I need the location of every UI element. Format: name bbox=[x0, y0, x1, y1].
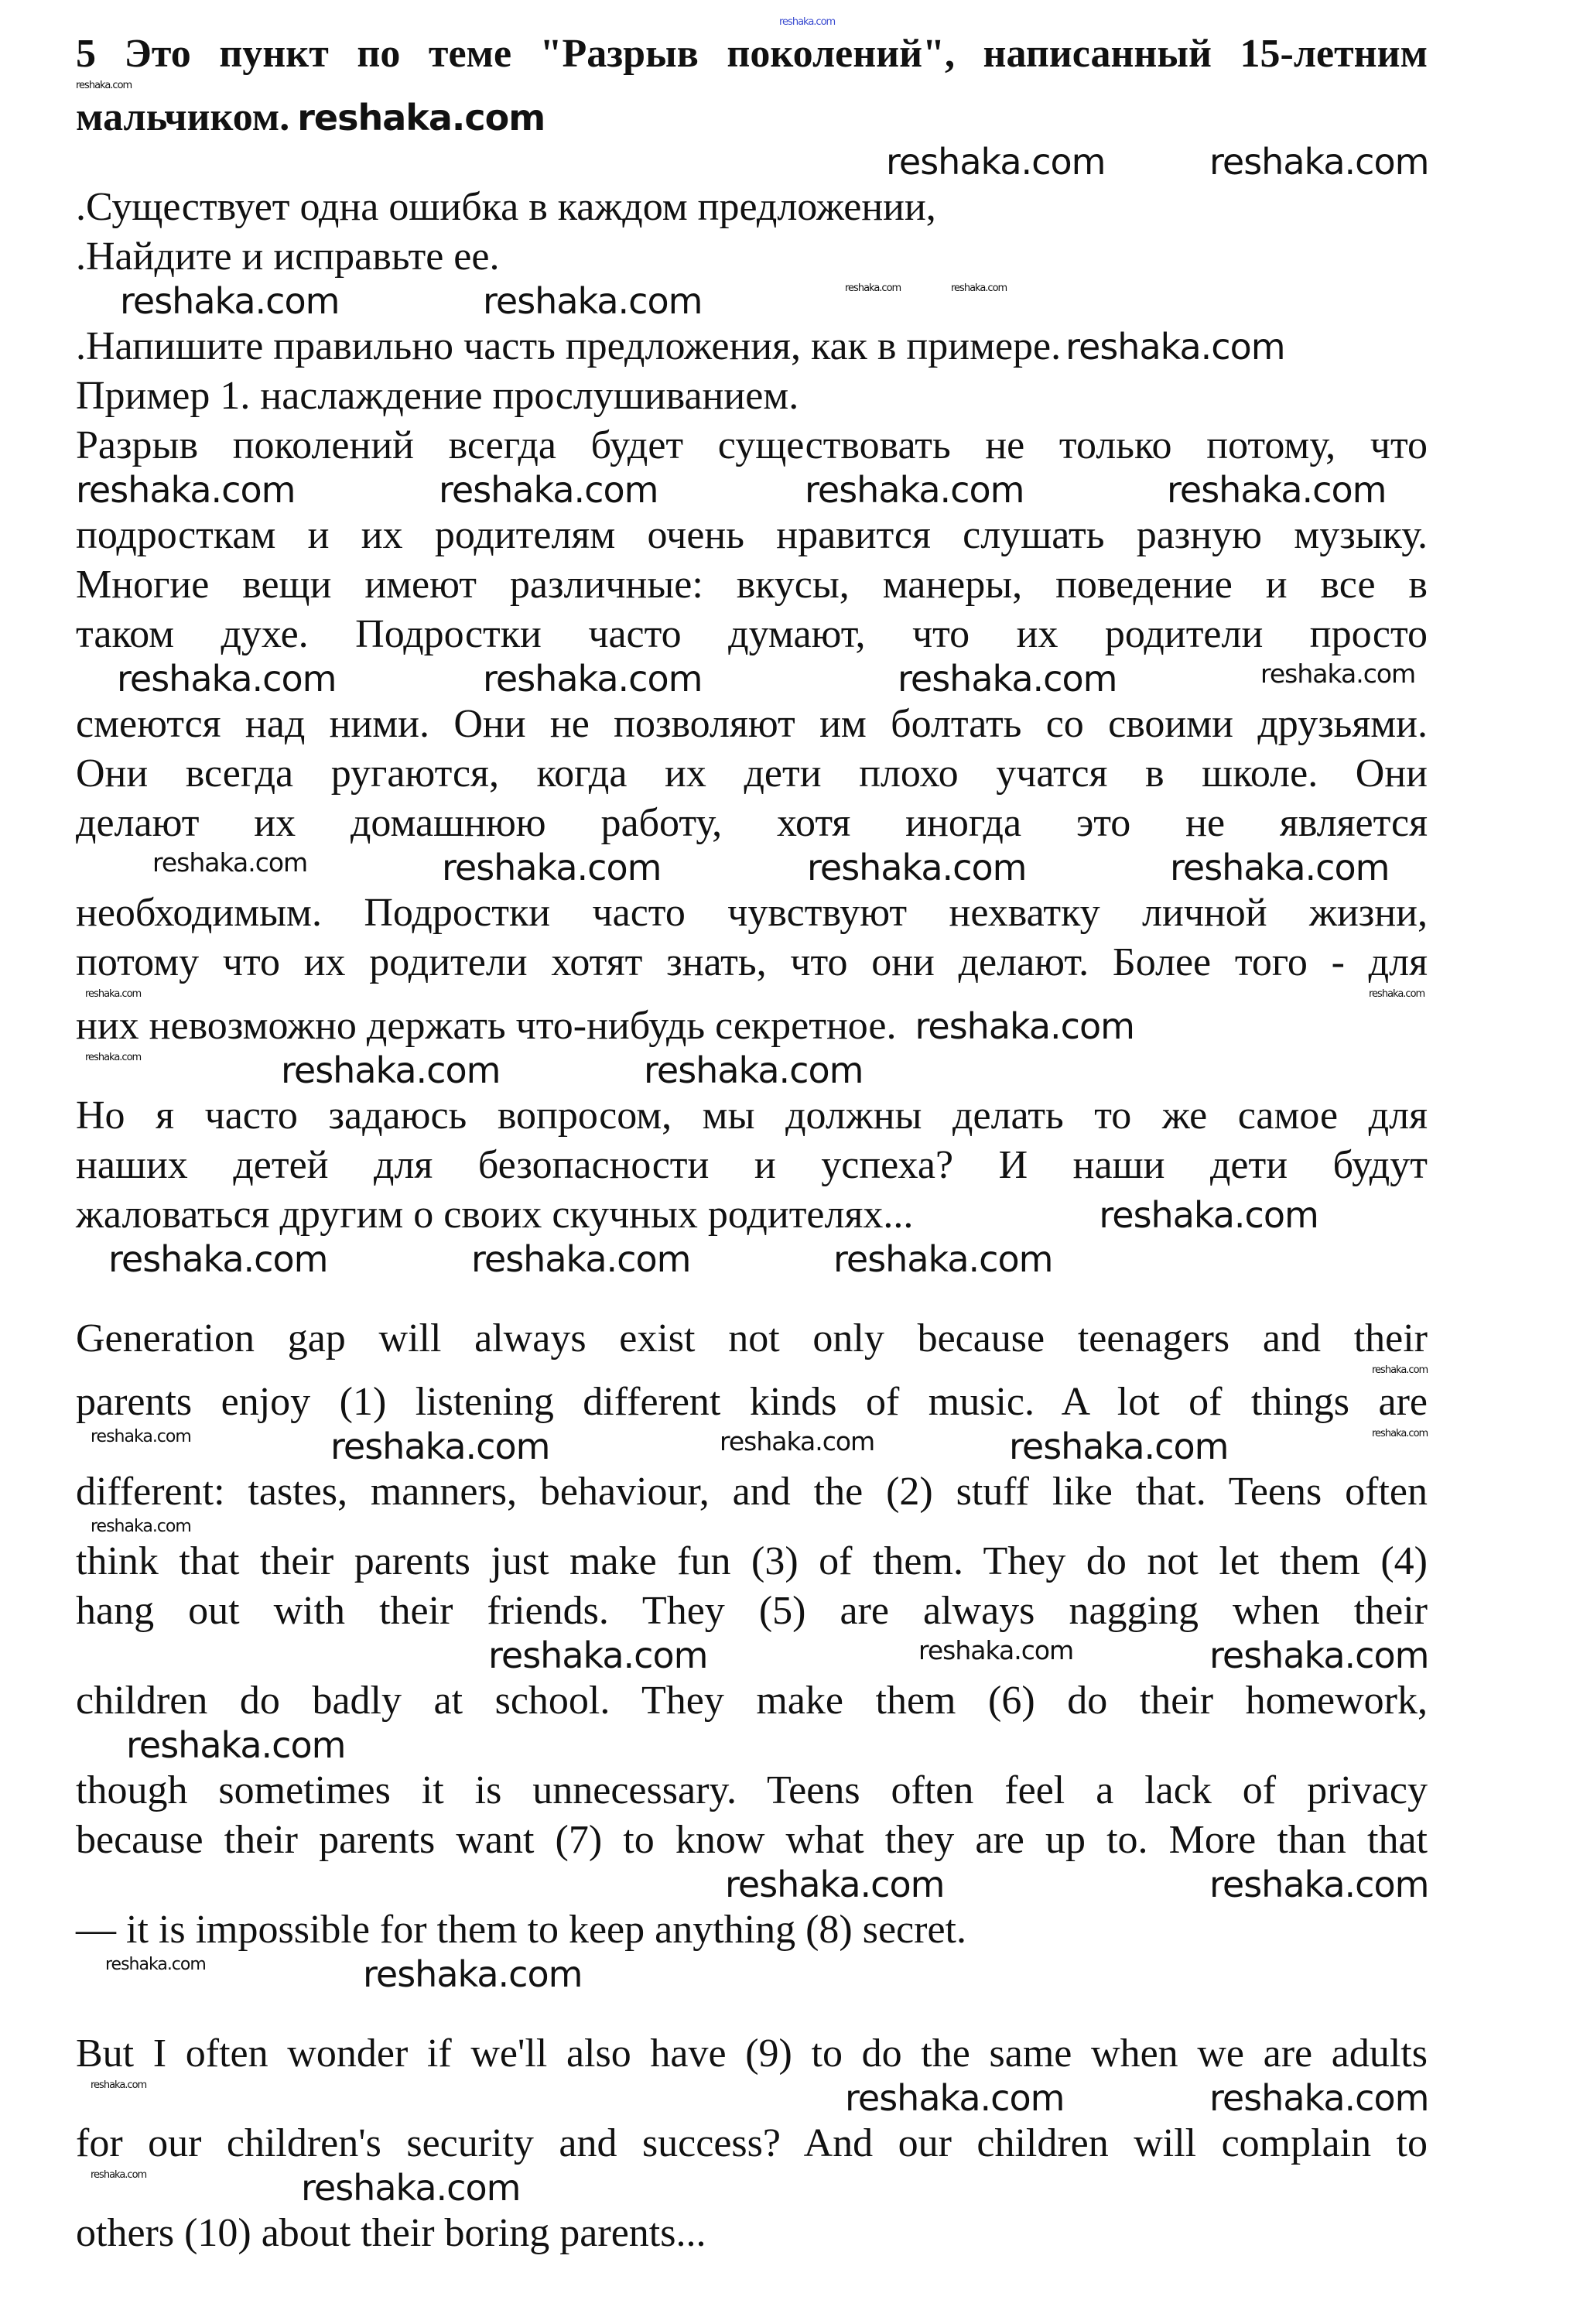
title-line bbox=[76, 93, 1428, 142]
watermark: reshaka.com bbox=[483, 280, 703, 322]
watermark: reshaka.com bbox=[281, 1049, 501, 1091]
watermark: reshaka.com bbox=[120, 280, 340, 322]
title-line: 5 Это пункт по теме "Разрыв поколений", написанный 15-летним bbox=[76, 32, 1428, 76]
watermark: reshaka.com bbox=[1209, 2077, 1429, 2119]
watermark: reshaka.com bbox=[91, 2079, 147, 2091]
watermark: reshaka.com bbox=[720, 1426, 875, 1456]
text-line: необходимым. Подростки часто чувствуют нехватку личной жизни, bbox=[76, 891, 1428, 935]
watermark-row bbox=[0, 2168, 1580, 2209]
text-line: though sometimes it is unnecessary. Teens often feel a lack of privacy bbox=[76, 1768, 1428, 1812]
watermark-row bbox=[0, 1364, 1580, 1378]
watermark: reshaka.com bbox=[439, 469, 658, 511]
text-line: потому что их родители хотят знать, что они делают. Более того - для bbox=[76, 940, 1428, 984]
watermark: reshaka.com bbox=[126, 1724, 346, 1766]
text-line: Они всегда ругаются, когда их дети плохо учатся в школе. Они bbox=[76, 751, 1428, 796]
watermark: reshaka.com bbox=[779, 16, 836, 28]
watermark: reshaka.com bbox=[1372, 1428, 1428, 1439]
watermark-row bbox=[0, 142, 1580, 183]
watermark: reshaka.com bbox=[105, 1955, 206, 1974]
watermark-row bbox=[0, 1240, 1580, 1280]
instruction-line: .Существует одна ошибка в каждом предложении, bbox=[76, 185, 936, 229]
text-line: think that their parents just make fun (3) of them. They do not let them (4) bbox=[76, 1539, 1428, 1583]
watermark: reshaka.com bbox=[951, 282, 1007, 294]
watermark-row bbox=[0, 987, 1580, 1001]
watermark: reshaka.com bbox=[363, 1953, 583, 1995]
text-line: for our children's security and success? And our children will complain to bbox=[76, 2121, 1428, 2165]
watermark: reshaka.com bbox=[1167, 469, 1387, 511]
text-line: because their parents want (7) to know what they are up to. More than that bbox=[76, 1818, 1428, 1862]
watermark: reshaka.com bbox=[915, 1005, 1134, 1047]
text-line: подросткам и их родителям очень нравится слушать разную музыку. bbox=[76, 513, 1428, 557]
watermark-row bbox=[0, 2079, 1580, 2119]
watermark: reshaka.com bbox=[1065, 326, 1285, 368]
text-line: смеются над ними. Они не позволяют им болтать со своими друзьями. bbox=[76, 702, 1428, 746]
watermark: reshaka.com bbox=[483, 658, 703, 700]
watermark: reshaka.com bbox=[76, 469, 296, 511]
example-line: Пример 1. наслаждение прослушиванием. bbox=[76, 374, 799, 418]
watermark: reshaka.com bbox=[1209, 1864, 1429, 1905]
paragraph-gap bbox=[0, 1280, 1580, 1314]
watermark-row bbox=[0, 1865, 1580, 1905]
text-line: Generation gap will always exist not only because teenagers and their bbox=[76, 1316, 1428, 1361]
watermark-row bbox=[0, 1051, 1580, 1091]
watermark: reshaka.com bbox=[91, 1427, 191, 1446]
watermark: reshaka.com bbox=[1372, 1364, 1428, 1376]
text-line: Но я часто задаюсь вопросом, мы должны делать то же самое для bbox=[76, 1094, 1428, 1138]
watermark: reshaka.com bbox=[725, 1864, 945, 1905]
watermark: reshaka.com bbox=[91, 2169, 147, 2181]
text-content: жаловаться другим о своих скучных родителях... bbox=[76, 1193, 914, 1237]
text-line: Разрыв поколений всегда будет существовать не только потому, что bbox=[76, 423, 1428, 467]
text-line: parents enjoy (1) listening different kinds of music. A lot of things are bbox=[76, 1380, 1428, 1424]
watermark: reshaka.com bbox=[807, 847, 1027, 888]
instruction-line: .Найдите и исправьте ее. bbox=[76, 234, 500, 279]
watermark: reshaka.com bbox=[152, 847, 308, 878]
watermark: reshaka.com bbox=[1209, 1634, 1429, 1676]
watermark-row bbox=[0, 1636, 1580, 1676]
watermark: reshaka.com bbox=[297, 97, 545, 139]
watermark-row bbox=[0, 1427, 1580, 1467]
watermark-row bbox=[0, 79, 1580, 93]
instruction-line bbox=[76, 322, 1428, 371]
watermark: reshaka.com bbox=[442, 847, 662, 888]
watermark: reshaka.com bbox=[85, 988, 142, 1000]
paragraph-gap bbox=[0, 1995, 1580, 2029]
watermark: reshaka.com bbox=[1260, 659, 1416, 689]
watermark-row bbox=[0, 1955, 1580, 1995]
watermark: reshaka.com bbox=[76, 80, 132, 91]
text-line: others (10) about their boring parents... bbox=[76, 2211, 706, 2255]
watermark-row bbox=[0, 15, 1580, 29]
watermark: reshaka.com bbox=[1170, 847, 1390, 888]
watermark: reshaka.com bbox=[886, 141, 1106, 183]
watermark-row bbox=[0, 659, 1580, 700]
text-line: But I often wonder if we'll also have (9) to do the same when we are adults bbox=[76, 2031, 1428, 2076]
watermark: reshaka.com bbox=[805, 469, 1024, 511]
watermark-row bbox=[0, 282, 1580, 322]
text-content: них невозможно держать что-нибудь секретное. bbox=[76, 1004, 897, 1048]
watermark-row bbox=[0, 1517, 1580, 1537]
watermark-row bbox=[0, 1726, 1580, 1766]
watermark: reshaka.com bbox=[1009, 1426, 1229, 1467]
watermark: reshaka.com bbox=[1369, 988, 1425, 1000]
watermark: reshaka.com bbox=[644, 1049, 864, 1091]
watermark: reshaka.com bbox=[833, 1238, 1053, 1280]
watermark: reshaka.com bbox=[330, 1426, 550, 1467]
watermark: reshaka.com bbox=[488, 1634, 708, 1676]
text-line bbox=[76, 1190, 1428, 1240]
watermark: reshaka.com bbox=[301, 2167, 521, 2209]
text-line: делают их домашнюю работу, хотя иногда это не является bbox=[76, 801, 1428, 845]
watermark-row bbox=[0, 848, 1580, 888]
text-line: different: tastes, manners, behaviour, and the (2) stuff like that. Teens often bbox=[76, 1470, 1428, 1514]
text-line: children do badly at school. They make them (6) do their homework, bbox=[76, 1679, 1428, 1723]
text-line: hang out with their friends. They (5) are always nagging when their bbox=[76, 1589, 1428, 1633]
watermark: reshaka.com bbox=[108, 1238, 328, 1280]
watermark: reshaka.com bbox=[898, 658, 1117, 700]
watermark: reshaka.com bbox=[845, 2077, 1065, 2119]
text-line bbox=[76, 1001, 1428, 1051]
watermark: reshaka.com bbox=[1209, 141, 1429, 183]
watermark: reshaka.com bbox=[117, 658, 337, 700]
watermark: reshaka.com bbox=[91, 1517, 191, 1536]
watermark-row bbox=[0, 471, 1580, 511]
text-line: — it is impossible for them to keep anything (8) secret. bbox=[76, 1908, 966, 1952]
watermark: reshaka.com bbox=[918, 1635, 1074, 1665]
watermark: reshaka.com bbox=[1099, 1194, 1318, 1236]
text-line: таком духе. Подростки часто думают, что их родители просто bbox=[76, 612, 1428, 656]
watermark: reshaka.com bbox=[85, 1052, 142, 1063]
text-line: Многие вещи имеют различные: вкусы, манеры, поведение и все в bbox=[76, 563, 1428, 607]
instruction-text: .Напишите правильно часть предложения, как в примере. bbox=[76, 324, 1062, 368]
watermark: reshaka.com bbox=[471, 1238, 691, 1280]
watermark: reshaka.com bbox=[845, 282, 901, 294]
title-text: мальчиком. bbox=[76, 95, 290, 139]
text-line: наших детей для безопасности и успеха? И наши дети будут bbox=[76, 1143, 1428, 1187]
